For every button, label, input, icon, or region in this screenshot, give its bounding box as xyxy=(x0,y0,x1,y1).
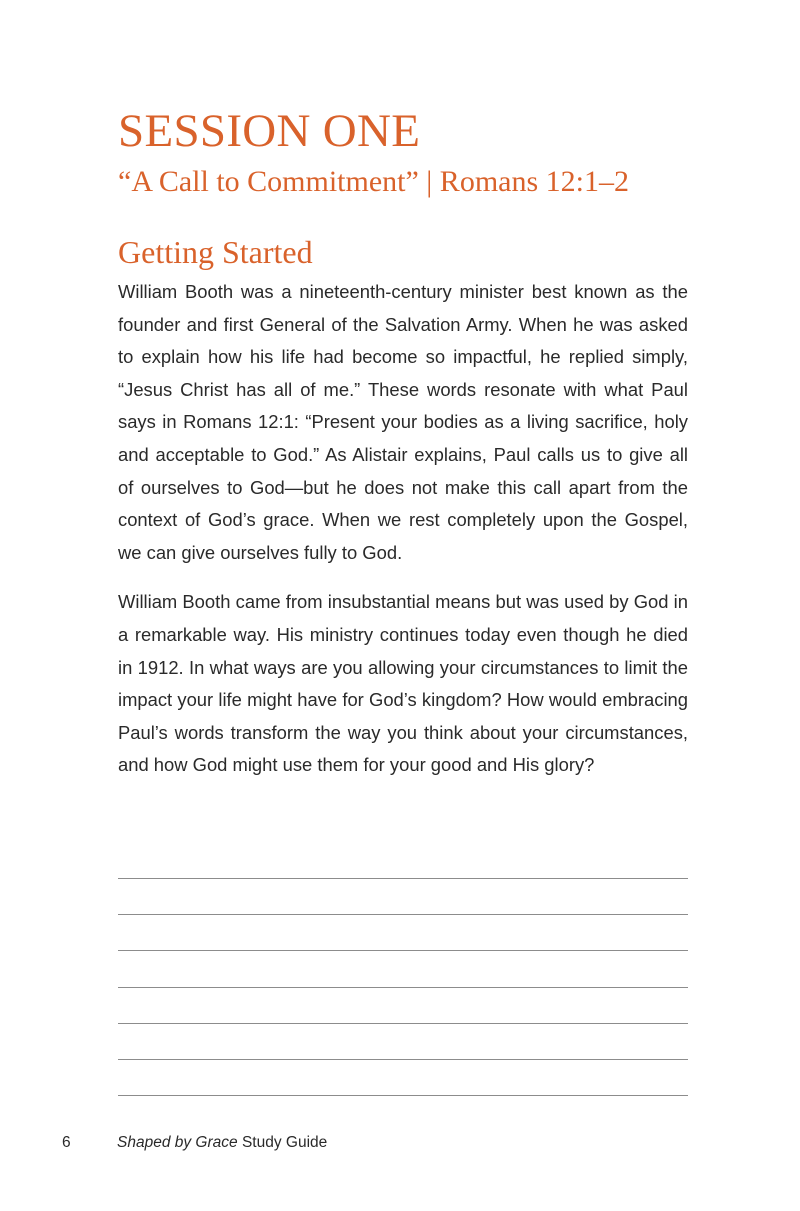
body-paragraph: William Booth was a nineteenth-century minister best known as the founder and first General of the Salvation Army. When he was asked to explain how his life had become so impactful, he replied simply, “Jesus Christ has all of me.” These words resonate with what Paul says in Romans 12:1: “Present your bodies as a living sacrifice, holy and acceptable to God.” As Alistair explains, Paul calls us to give all of ourselves to God—but he does not make this call apart from the context of God’s grace. When we rest completely upon the Gospel, we can give ourselves fully to God. xyxy=(118,281,688,563)
answer-line[interactable] xyxy=(118,950,688,986)
answer-line[interactable] xyxy=(118,1023,688,1059)
answer-line[interactable] xyxy=(118,1059,688,1095)
answer-lines xyxy=(118,878,688,1131)
session-title: SESSION ONE xyxy=(118,105,421,157)
answer-line[interactable] xyxy=(118,987,688,1023)
answer-line[interactable] xyxy=(118,878,688,914)
session-subtitle: “A Call to Commitment” | Romans 12:1–2 xyxy=(118,165,629,198)
section-heading: Getting Started xyxy=(118,234,313,270)
page-number: 6 xyxy=(62,1134,71,1151)
answer-line[interactable] xyxy=(118,1095,688,1131)
answer-line[interactable] xyxy=(118,914,688,950)
content-column xyxy=(118,100,688,782)
book-subtitle: Study Guide xyxy=(241,1134,328,1151)
book-title: Shaped by Grace xyxy=(117,1134,238,1151)
page-footer xyxy=(62,1134,327,1152)
question-paragraph: William Booth came from insubstantial means but was used by God in a remarkable way. His ministry continues today even though he died in 1912. In what ways are you allowing your circumstances to limit the impact your life might have for God’s kingdom? How would embracing Paul’s words transform the way you think about your circumstances, and how God might use them for your good and His glory? xyxy=(118,591,688,776)
